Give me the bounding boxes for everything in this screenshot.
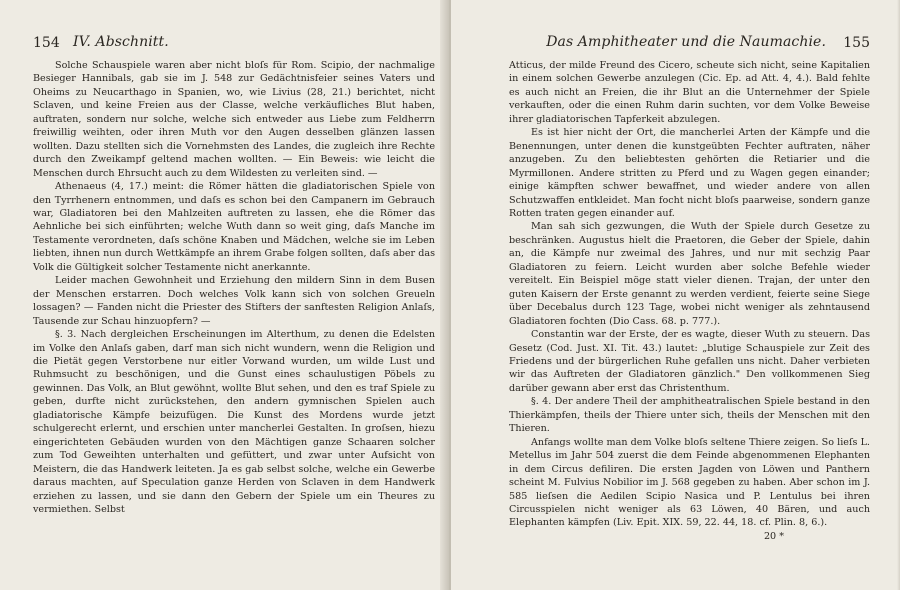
right-running-head: Das Amphitheater und die Naumachie. [546, 34, 826, 50]
right-page [451, 0, 900, 590]
left-running-head: IV. Abschnitt. [73, 34, 169, 50]
left-page [0, 0, 449, 590]
right-paragraph-3: Man sah sich gezwungen, die Wuth der Spiele durch Gesetze zu beschränken. Augustus hielt die Praetoren, die Geber der Spiele, dahin an, die Kämpfe nur zweimal des Jahres, und nur mit sechzig Paar Gladiatoren zu feiern. Leicht wurden aber solche Befehle wieder vereitelt. Ein Beispiel möge statt vieler dienen. Trajan, der unter den guten Kaisern der Erste genannt zu werden verdient, feierte seine Siege über Decebalus durch 123 Tage, wobei nicht weniger als zehntausend Gladiatoren fochten (Dio Cass. 68. p. 777.). [509, 221, 870, 327]
right-page-number: 155 [843, 35, 870, 51]
left-page-header [33, 34, 435, 56]
right-page-header [509, 34, 870, 56]
signature-mark: 20 * [763, 530, 784, 542]
right-paragraph-2: Es ist hier nicht der Ort, die mancherlei Arten der Kämpfe und die Benennungen, unter denen die kunstgeübten Fechter auftraten, näher anzugeben. Zu den beliebtesten gehörten die Retiarier und die Myrmillonen. Andere stritten zu Pferd und zu Wagen gegen einander; einige kämpften schwer bewaffnet, und wieder andere von allen Schutzwaffen entkleidet. Man focht nicht bloſs paarweise, sondern ganze Rotten traten gegen einander auf. [509, 127, 870, 219]
left-page-body [33, 59, 435, 516]
left-paragraph-1: Solche Schauspiele waren aber nicht bloſs für Rom. Scipio, der nachmalige Besieger Hannibals, gab sie im J. 548 zur Gedächtnisfeier seines Vaters und Oheims zu Neucarthago in Spanien, wo, wie Livius (28, 21.) berichtet, nicht Sclaven, und keine Freien aus der Classe, welche verkäufliches Blut haben, auftraten, sondern nur solche, welche sich entweder aus Liebe zum Feldherrn freiwillig weihten, oder ihren Muth vor den Augen desselben glänzen lassen wollten. Dazu stellten sich die Vornehmsten des Landes, die zugleich ihre Rechte durch den Zweikampf geltend machen wollten. — Ein Beweis: wie leicht die Menschen durch Ehrsucht auch zu dem Wildesten zu verleiten sind. — [33, 60, 435, 179]
right-paragraph-6: Anfangs wollte man dem Volke bloſs seltene Thiere zeigen. So lieſs L. Metellus im Jahr 504 zuerst die dem Feinde abgenommenen Elephanten in dem Circus defiliren. Die ersten Jagden von Löwen und Panthern scheint M. Fulvius Nobilior im J. 568 gegeben zu haben. Aber schon im J. 585 lieſsen die Aedilen Scipio Nasica und P. Lentulus bei ihren Circusspielen nicht weniger als 63 Löwen, 40 Bären, und auch Elephanten kämpfen (Liv. Epit. XIX. 59, 22. 44, 18. cf. Plin. 8, 6.). [509, 436, 870, 529]
right-paragraph-4: Constantin war der Erste, der es wagte, dieser Wuth zu steuern. Das Gesetz (Cod. Just. XI. Tit. 43.) lautet: „blutige Schauspiele zur Zeit des Friedens und der bürgerlichen Ruhe gefallen uns nicht. Daher verbieten wir das Auftreten der Gladiatoren gänzlich." Den vollkommenen Sieg darüber gewann aber erst das Christenthum. [509, 329, 870, 394]
left-paragraph-4: §. 3. Nach dergleichen Erscheinungen im Alterthum, zu denen die Edelsten im Volke den Anlaſs gaben, darf man sich nicht wundern, wenn die Religion und die Pietät gegen Verstorbene nur eitler Vorwand wurden, um wilde Lust und Ruhmsucht zu beschönigen, und die Gunst eines schaulustigen Pöbels zu gewinnen. Das Volk, an Blut gewöhnt, wollte Blut sehen, und den es traf Spiele zu geben, durfte nicht zurückstehen, den andern gymnischen Spielen auch gladiatorische Kämpfe beizufügen. Die Kunst des Mordens wurde jetzt schulgerecht erlernt, und erschien unter mancherlei Gestalten. In groſsen, hiezu eingerichteten Gebäuden wurden von den Mächtigen ganze Schaaren solcher zum Tod Geweihten unterhalten und gefüttert, und zwar unter Aufsicht von Meistern, die das Handwerk leiteten. Ja es gab selbst solche, welche ein Gewerbe daraus machten, auf Speculation ganze Herden von Sclaven in dem Handwerk erziehen zu lassen, und sie dann den Gebern der Spiele um ein Theures zu vermiethen. Selbst [33, 329, 435, 515]
right-paragraph-1: Atticus, der milde Freund des Cicero, scheute sich nicht, seine Kapitalien in einem solchen Gewerbe anzulegen (Cic. Ep. ad Att. 4, 4.). Bald fehlte es auch nicht an Freien, die ihr Blut an die Unternehmer der Spiele verkauften, oder die einen Ruhm darin suchten, vor dem Volke Beweise ihrer gladiatorischen Tapferkeit abzulegen. [509, 60, 870, 125]
left-paragraph-2: Athenaeus (4, 17.) meint: die Römer hätten die gladiatorischen Spiele von den Tyrrhenern entnommen, und daſs es schon bei den Campanern im Gebrauch war, Gladiatoren bei den Mahlzeiten auftreten zu lassen, ehe die Römer das Aehnliche bei sich einführten; welche Wuth dann so weit ging, daſs Manche im Testamente verordneten, daſs schöne Knaben und Mädchen, welche sie im Leben liebten, ihnen nun durch Wettkämpfe an ihrem Grabe folgen sollten, daſs aber das Volk die Gültigkeit solcher Testamente nicht anerkannte. [33, 181, 435, 273]
left-page-number: 154 [33, 35, 60, 51]
left-paragraph-3: Leider machen Gewohnheit und Erziehung den mildern Sinn in dem Busen der Menschen erstarren. Doch welches Volk kann sich von solchen Greueln lossagen? — Fanden nicht die Priester des Stifters der sanftesten Religion Anlaſs, Tausende zur Schau hinzuopfern? — [33, 275, 435, 327]
right-page-body [509, 59, 870, 530]
right-paragraph-5: §. 4. Der andere Theil der amphitheatralischen Spiele bestand in den Thierkämpfen, theils der Thiere unter sich, theils der Menschen mit den Thieren. [509, 396, 870, 435]
